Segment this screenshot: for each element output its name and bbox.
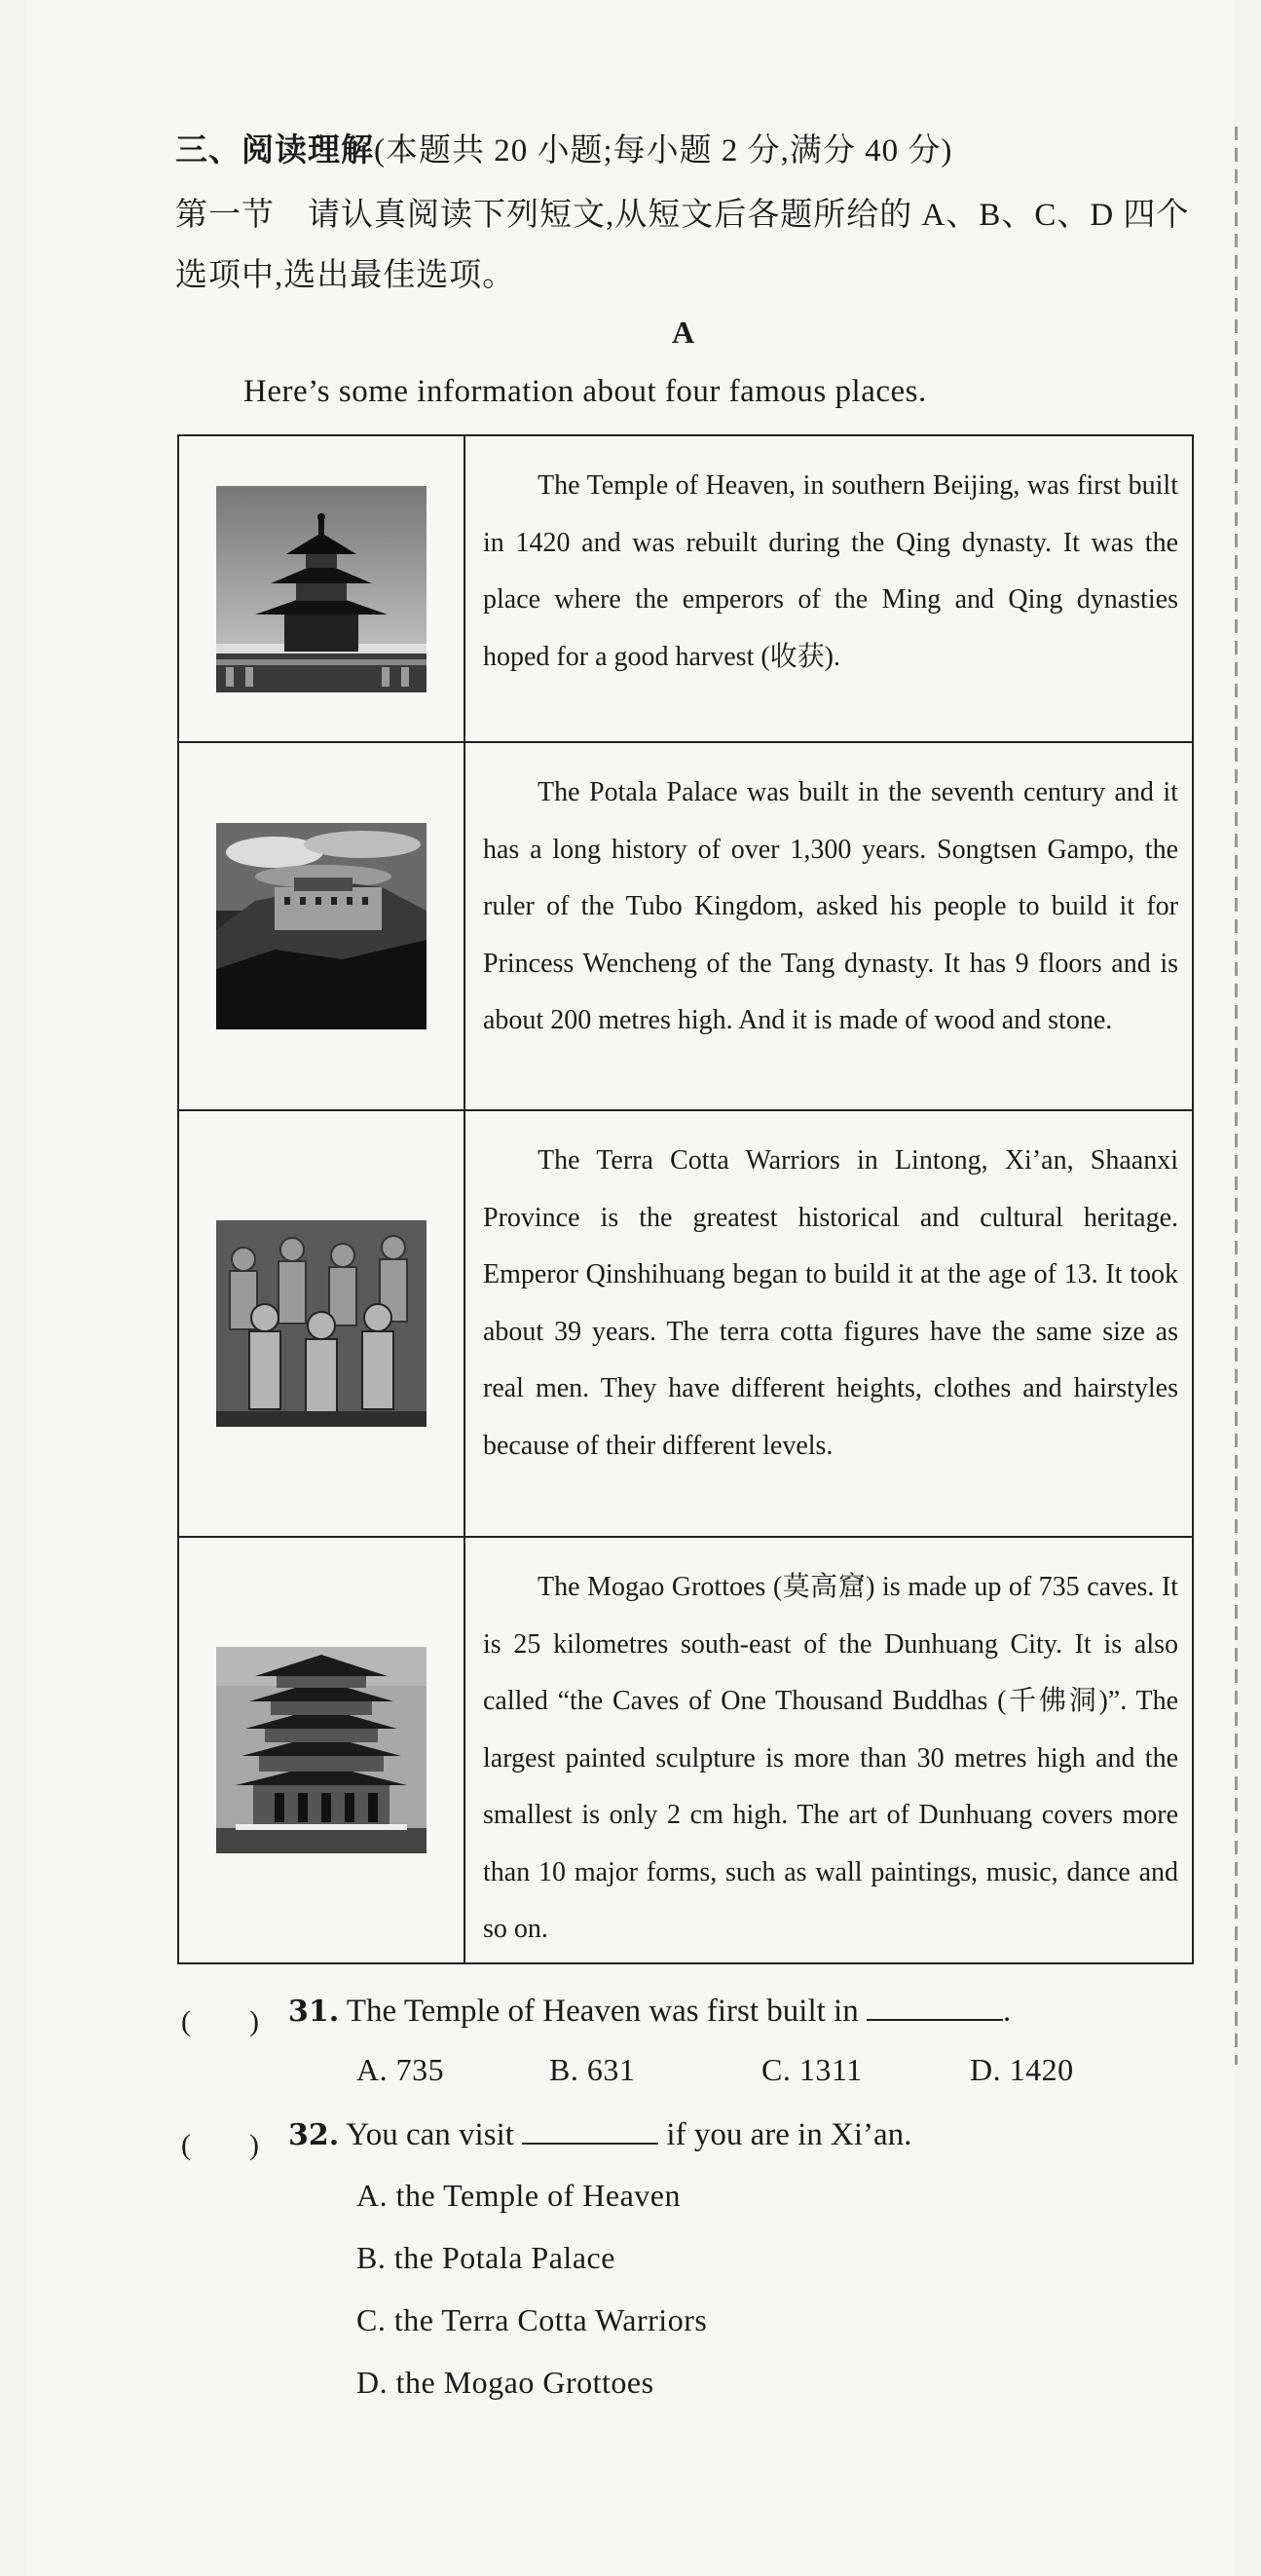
option-c[interactable]: C. 1311 [761, 2052, 863, 2087]
image-cell [179, 743, 465, 1109]
answer-bracket[interactable]: ( ) [181, 2005, 259, 2037]
place-description: The Temple of Heaven, in southern Beijing, was first built in 1420 and was rebuilt during the Qing dynasty. It was the place where the emperors of the Ming and Qing dynasties hoped for a good harvest (收获). [483, 470, 1178, 672]
image-cell [179, 436, 465, 741]
place-description: The Terra Cotta Warriors in Lintong, Xi’an, Shaanxi Province is the greatest historical and cultural heritage. Emperor Qinshihuang began to build it at the age of 13. It took about 39 years. The terra cotta figures have the same size as real men. They have different heights, clothes and hairstyles because of their different levels. [483, 1145, 1178, 1461]
answer-blank [867, 1992, 1003, 2021]
question-stem-end: . [1002, 1994, 1012, 2029]
mogao-grottoes-photo [216, 1647, 427, 1853]
question-32 [288, 2115, 911, 2153]
table-row [179, 436, 1192, 743]
image-cell [179, 1538, 465, 1962]
instruction-text: 第一节 请认真阅读下列短文,从短文后各题所给的 A、B、C、D 四个选项中,选出最佳选项。 [175, 198, 1190, 293]
temple-of-heaven-photo [216, 486, 427, 692]
option-b[interactable]: B. 631 [549, 2052, 636, 2087]
passage-intro: Here’s some information about four famous places. [243, 374, 927, 409]
potala-palace-photo [216, 823, 427, 1029]
table-row [179, 1111, 1192, 1538]
image-cell [179, 1111, 465, 1536]
option-a[interactable]: A. 735 [356, 2052, 445, 2087]
option-d[interactable]: D. 1420 [970, 2052, 1074, 2087]
question-stem: You can visit [346, 2117, 514, 2152]
places-table [177, 434, 1194, 1964]
passage-label: A [672, 315, 695, 350]
table-row [179, 743, 1192, 1111]
option-d[interactable]: D. the Mogao Grottoes [356, 2365, 654, 2400]
table-row [179, 1538, 1192, 1962]
terra-cotta-warriors-photo [216, 1220, 427, 1427]
question-number: 31. [288, 1995, 340, 2029]
question-stem: The Temple of Heaven was first built in [346, 1994, 859, 2029]
option-a[interactable]: A. the Temple of Heaven [356, 2178, 681, 2213]
section-title: 三、阅读理解 [175, 131, 374, 168]
margin-dashed-rule [1235, 127, 1238, 2065]
place-description: The Potala Palace was built in the seventh century and it has a long history of over 1,300 years. Songtsen Gampo, the ruler of the Tubo Kingdom, asked his people to build it for Princess Wencheng of the Tang dynasty. It has 9 floors and is about 200 metres high. And it is made of wood and stone. [483, 777, 1178, 1035]
answer-blank [522, 2115, 658, 2145]
option-b[interactable]: B. the Potala Palace [356, 2240, 615, 2275]
option-c[interactable]: C. the Terra Cotta Warriors [356, 2302, 708, 2337]
answer-bracket[interactable]: ( ) [181, 2129, 259, 2161]
section-heading [175, 125, 952, 170]
question-31 [288, 1992, 1011, 2030]
question-number: 32. [288, 2118, 340, 2152]
question-stem-end: if you are in Xi’an. [666, 2117, 912, 2152]
section-note: (本题共 20 小题;每小题 2 分,满分 40 分) [374, 133, 953, 168]
place-description: The Mogao Grottoes (莫高窟) is made up of 735 caves. It is 25 kilometres south-east of the Dunhuang City. It is also called “the Caves of One Thousand Buddhas (千佛洞)”. The largest painted sculpture is more than 30 metres high and the smallest is only 2 cm high. The art of Dunhuang covers more than 10 major forms, such as wall paintings, music, dance and so on. [483, 1572, 1178, 1944]
